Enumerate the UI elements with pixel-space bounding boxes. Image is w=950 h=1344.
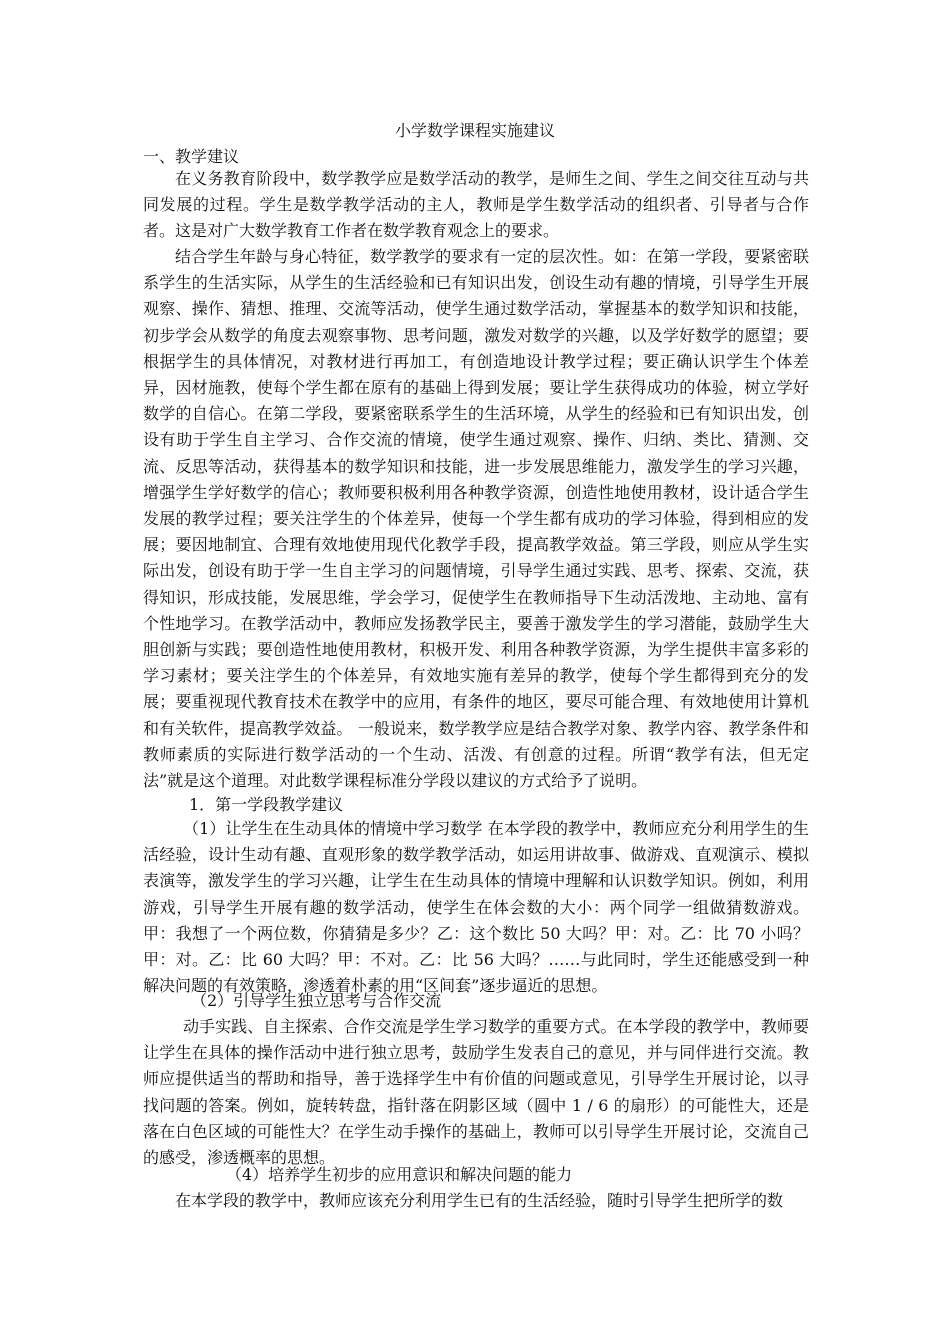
subsection-heading-first-stage: 1．第一学段教学建议 bbox=[189, 795, 344, 814]
paragraph-stage-requirements: 结合学生年龄与身心特征，数学教学的要求有一定的层次性。如：在第一学段，要紧密联系学生的生活实际，从学生的生活经验和已有知识出发，创设生动有趣的情境，引导学生开展观察、操作、猜想、推理、交流等活动，使学生通过数学活动，掌握基本的数学知识和技能，初步学会从数学的角度去观察事物、思考问题，激发对数学的兴趣，以及学好数学的愿望；要根据学生的具体情况，对教材进行再加工，有创造地设计教学过程；要正确认识学生个体差异，因材施教，使每个学生都在原有的基础上得到发展；要让学生获得成功的体验，树立学好数学的自信心。在第二学段，要紧密联系学生的生活环境，从学生的经验和已有知识出发，创设有助于学生自主学习、合作交流的情境，使学生通过观察、操作、归纳、类比、猜测、交流、反思等活动，获得基本的数学知识和技能，进一步发展思维能力，激发学生的学习兴趣，增强学生学好数学的信心；教师要积极利用各种教学资源，创造性地使用教材，设计适合学生发展的教学过程；要关注学生的个体差异，使每一个学生都有成功的学习体验，得到相应的发展；要因地制宜、合理有效地使用现代化教学手段，提高教学效益。第三学段，则应从学生实际出发，创设有助于学一生自主学习的问题情境，引导学生通过实践、思考、探索、交流，获得知识，形成技能，发展思维，学会学习，促使学生在教师指导下生动活泼地、主动地、富有个性地学习。在教学活动中，教师应发扬教学民主，要善于激发学生的学习潜能，鼓励学生大胆创新与实践；要创造性地使用教材，积极开发、利用各种教学资源，为学生提供丰富多彩的学习素材；要关注学生的个体差异，有效地实施有差异的教学，使每个学生都得到充分的发展；要重视现代教育技术在教学中的应用，有条件的地区，要尽可能合理、有效地使用计算机和有关软件，提高教学效益。 一般说来，数学教学应是结合教学对象、教学内容、教学条件和教师素质的实际进行数学活动的一个生动、活泼、有创意的过程。所谓“教学有法，但无定法”就是这个道理。对此数学课程标准分学段以建议的方式给予了说明。 bbox=[143, 247, 809, 791]
paragraph-situational-learning: （1）让学生在生动具体的情境中学习数学 在本学段的教学中，教师应充分利用学生的生活经验，设计生动有趣、直观形象的数学教学活动，如运用讲故事、做游戏、直观演示、模拟表演等，激发学生的学习兴趣，让学生在生动具体的情境中理解和认识数学知识。例如，利用游戏，引导学生开展有趣的数学活动，使学生在体会数的大小：两个同学一组做猜数游戏。甲：我想了一个两位数，你猜猜是多少？乙：这个数比 50 大吗？甲：对。乙：比 70 小吗？甲：对。乙：比 60 大吗？甲：不对。乙：比 56 大吗？……与此同时，学生还能感受到一种解决问题的有效策略，渗透着朴素的用“区间套”逐步逼近的思想。 bbox=[143, 819, 809, 996]
paragraph-intro: 在义务教育阶段中，数学教学应是数学活动的教学，是师生之间、学生之间交往互动与共同发展的过程。学生是数学教学活动的主人，教师是学生数学活动的组织者、引导者与合作者。这是对广大数学教育工作者在数学教育观念上的要求。 bbox=[143, 169, 809, 241]
paragraph-cooperation: 动手实践、自主探索、合作交流是学生学习数学的重要方式。在本学段的教学中，教师要让学生在具体的操作活动中进行独立思考，鼓励学生发表自己的意见，并与同伴进行交流。教师应提供适当的帮助和指导，善于选择学生中有价值的问题或意见，引导学生开展讨论，以寻找问题的答案。例如，旋转转盘，指针落在阴影区域（圆中 1 / 6 的扇形）的可能性大，还是落在白色区域的可能性大？在学生动手操作的基础上，教师可以引导学生开展讨论，交流自己的感受，渗透概率的思想。 bbox=[143, 1017, 809, 1168]
document-title: 小学数学课程实施建议 bbox=[394, 121, 555, 140]
item-heading-application-awareness: （4）培养学生初步的应用意识和解决问题的能力 bbox=[226, 1165, 573, 1184]
item-heading-independent-thinking: （2）引导学生独立思考与合作交流 bbox=[191, 991, 442, 1010]
paragraph-application: 在本学段的教学中，教师应该充分利用学生已有的生活经验，随时引导学生把所学的数 bbox=[175, 1191, 784, 1210]
section-heading-teaching-suggestions: 一、教学建议 bbox=[143, 147, 240, 166]
